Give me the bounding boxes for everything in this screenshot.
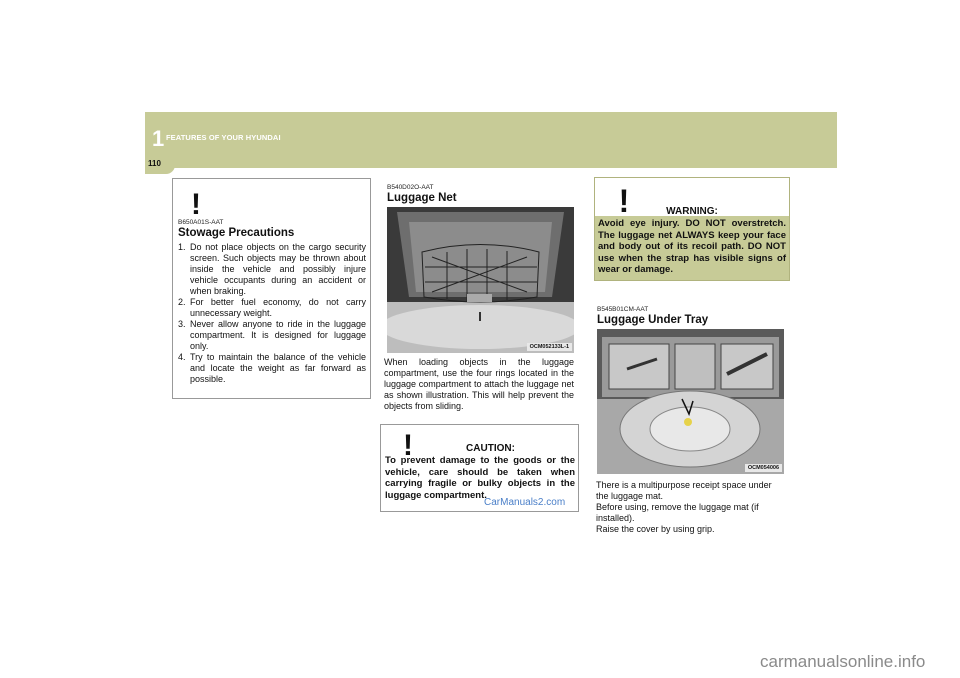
stowage-item-text: Try to maintain the balance of the vehicle and locate the weight as far forward as possible. (190, 352, 366, 384)
under-tray-line-1: There is a multipurpose receipt space under the luggage mat. (596, 480, 772, 501)
stowage-item (178, 352, 366, 385)
stowage-item-number: 2. (178, 297, 186, 307)
svg-text:!: ! (618, 183, 630, 214)
warning-triangle-icon (178, 185, 214, 217)
stowage-item-number: 1. (178, 242, 186, 252)
under-tray-illustration (597, 329, 784, 474)
under-tray-code: B545B01CM-AAT (597, 306, 649, 313)
page-number: 110 (148, 159, 161, 168)
stowage-item-text: For better fuel economy, do not carry unnecessary weight. (190, 297, 366, 318)
stowage-item (178, 297, 366, 319)
stowage-item-text: Do not place objects on the cargo security screen. Such objects may be thrown about inside the vehicle and possibly injure vehicle occupants during an accident or when braking. (190, 242, 366, 296)
luggage-net-illustration (387, 207, 574, 353)
under-tray-line-2: Before using, remove the luggage mat (if installed). (596, 502, 759, 523)
stowage-title: Stowage Precautions (178, 227, 295, 239)
under-tray-title: Luggage Under Tray (597, 314, 709, 326)
luggage-net-title: Luggage Net (387, 192, 457, 204)
under-tray-figure (597, 329, 784, 474)
stowage-item-text: Never allow anyone to ride in the luggage compartment. It is designed for luggage only. (190, 319, 366, 351)
stowage-item (178, 242, 366, 297)
stowage-item-number: 3. (178, 319, 186, 329)
chapter-title: FEATURES OF YOUR HYUNDAI (166, 133, 281, 142)
svg-text:!: ! (403, 429, 413, 457)
stowage-code: B650A01S-AAT (178, 219, 224, 226)
caution-body: To prevent damage to the goods or the vehicle, care should be taken when carrying fragile or bulky objects in the luggage compartment. (385, 455, 575, 501)
stowage-item (178, 319, 366, 352)
caution-title: CAUTION: (466, 443, 515, 454)
warning-title: WARNING: (666, 206, 718, 217)
luggage-net-figure (387, 207, 574, 353)
under-tray-body (596, 480, 786, 535)
luggage-net-body: When loading objects in the luggage compartment, use the four rings located in the luggage compartment to attach the luggage net as shown illustration. This will help prevent the objects from sliding. (384, 357, 574, 411)
carmanuals2-link[interactable]: CarManuals2.com (484, 497, 566, 508)
under-tray-figure-code: OCM054006 (745, 464, 782, 472)
warning-box (594, 177, 790, 281)
stowage-item-number: 4. (178, 352, 186, 362)
chapter-number: 1 (152, 126, 165, 151)
under-tray-line-3: Raise the cover by using grip. (596, 524, 715, 534)
stowage-precautions-box (172, 178, 371, 399)
warning-body: Avoid eye injury. DO NOT overstretch. The luggage net ALWAYS keep your face and body out of its recoil path. DO NOT use when the strap has visible signs of wear or damage. (598, 218, 786, 275)
luggage-net-code: B540D02O-AAT (387, 184, 434, 191)
svg-text:!: ! (191, 188, 201, 217)
luggage-net-figure-code: OCM052133L-1 (527, 343, 572, 351)
stowage-list (178, 242, 366, 385)
footer-watermark[interactable]: carmanualsonline.info (760, 652, 926, 671)
